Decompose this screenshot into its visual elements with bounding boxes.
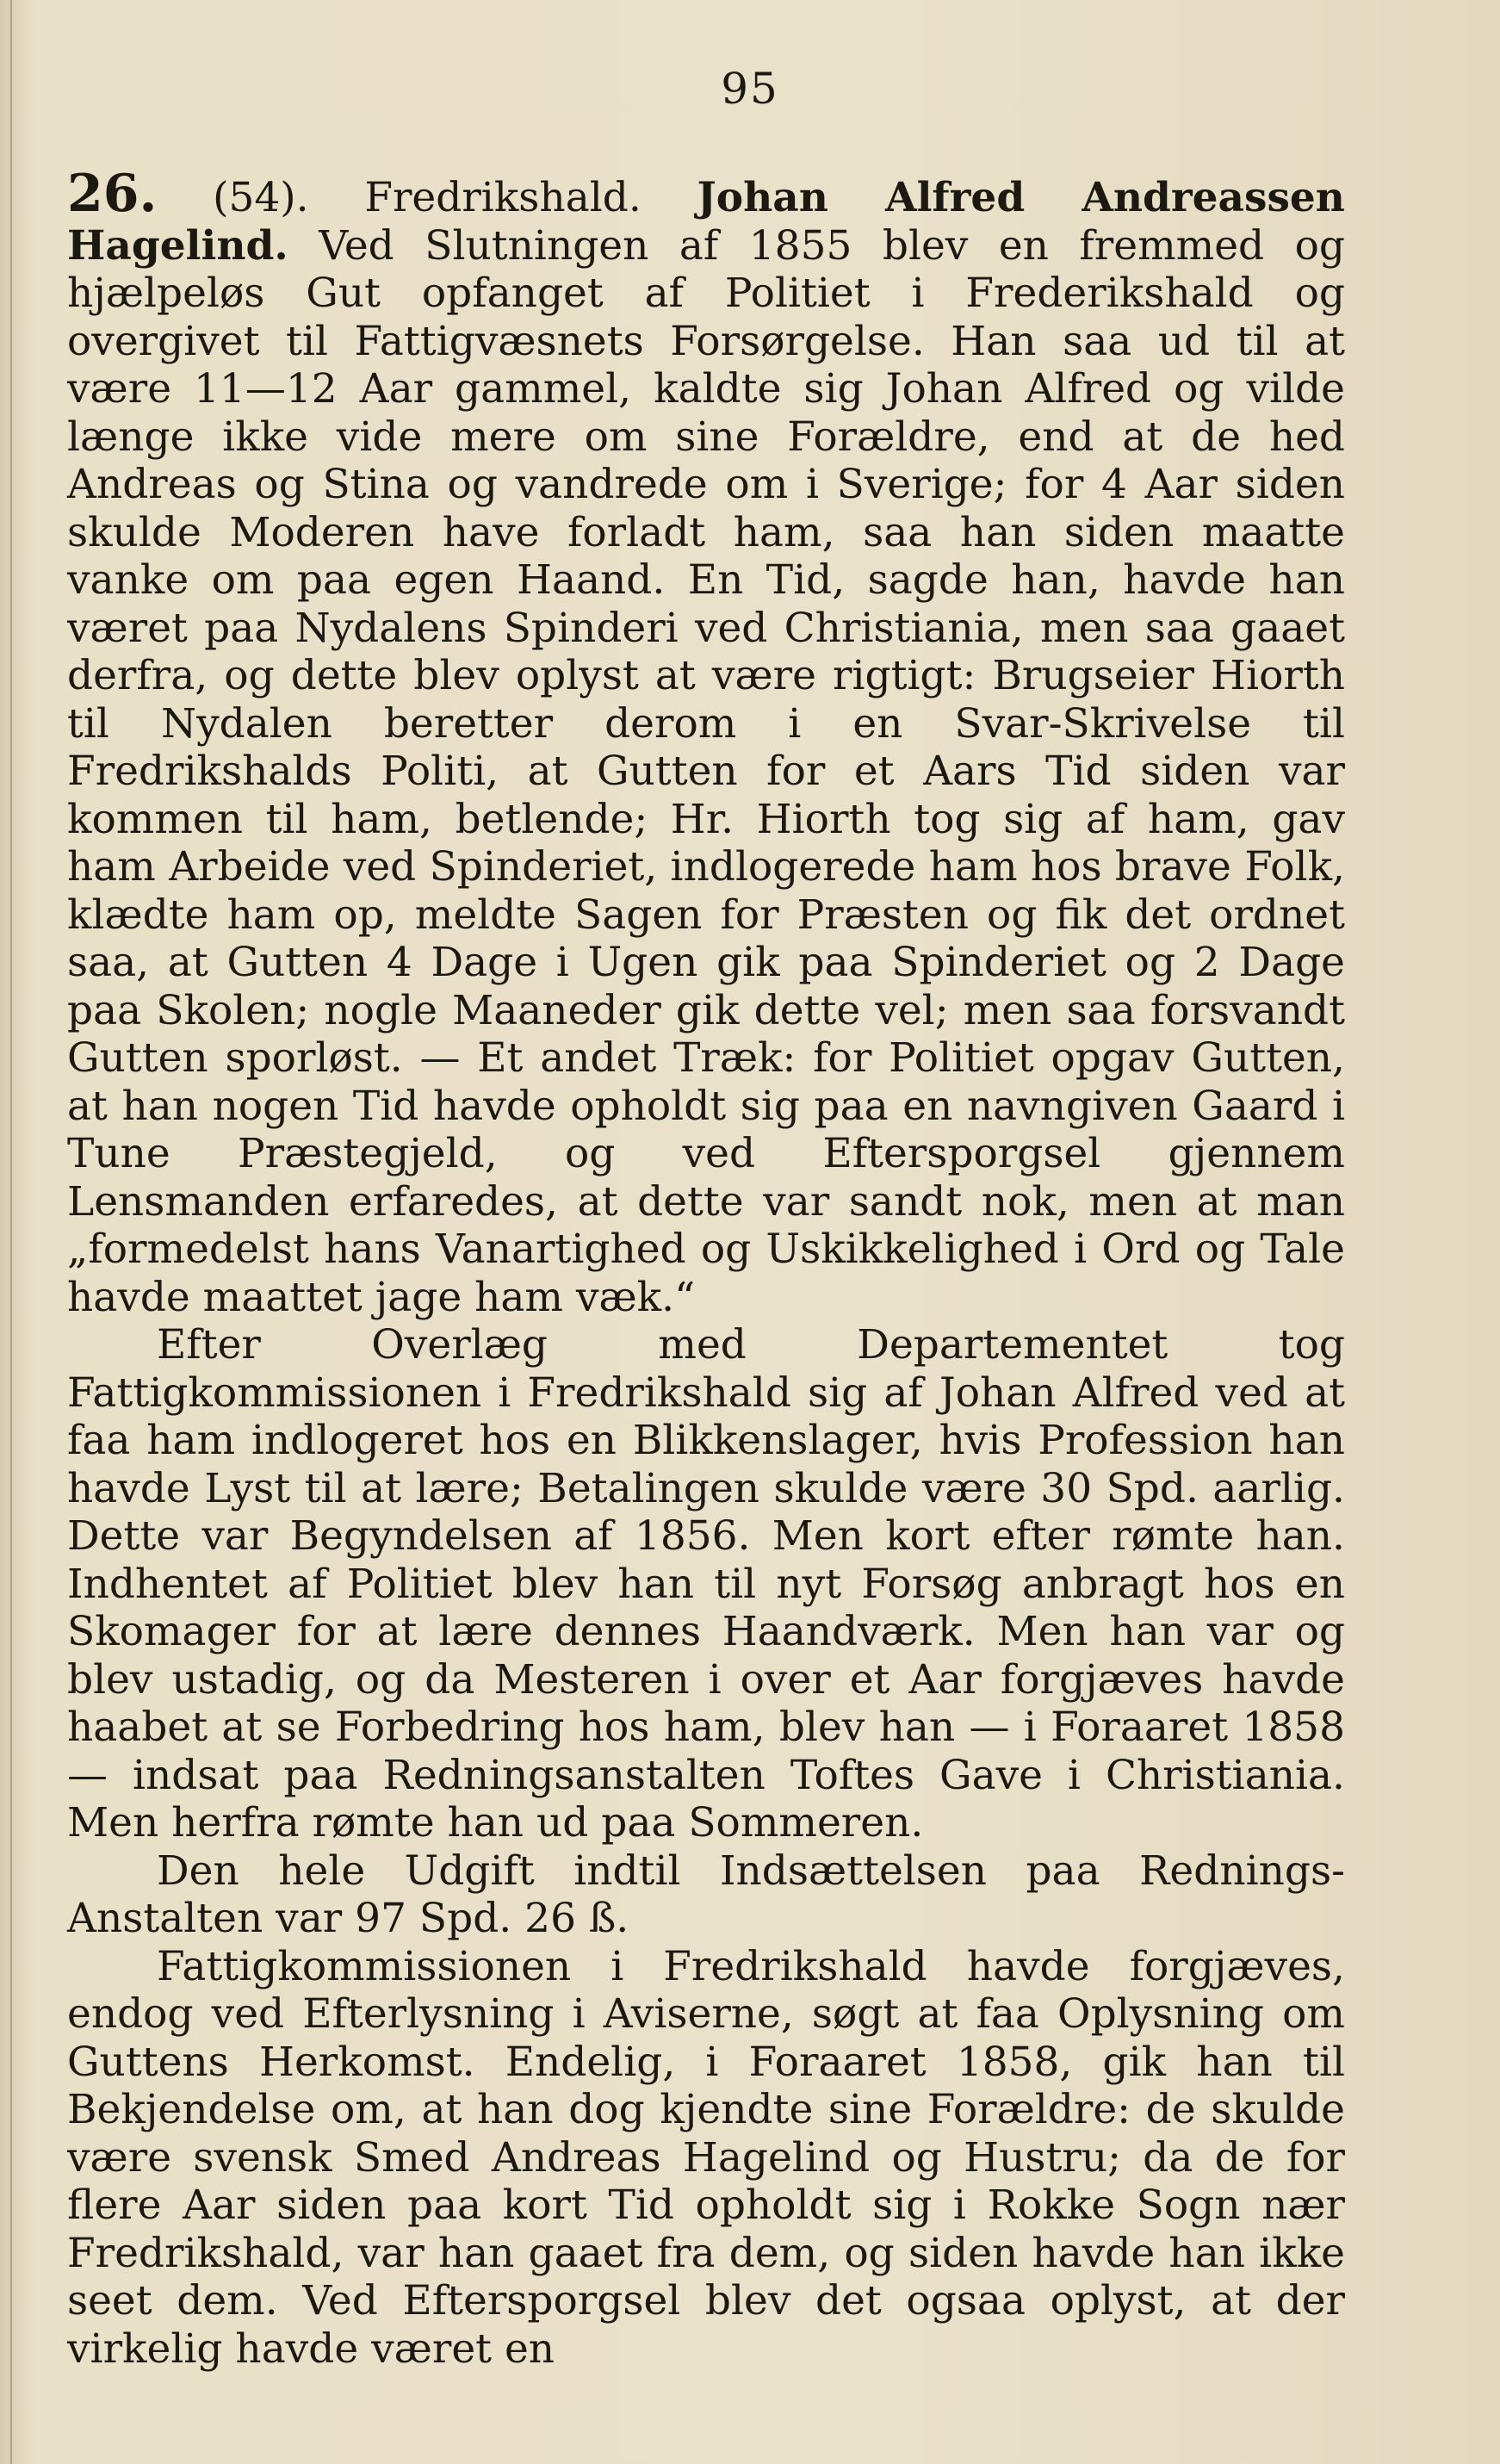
page-edge-line bbox=[10, 0, 12, 2464]
entry-ref: (54). bbox=[213, 174, 309, 221]
entry-number: 26. bbox=[67, 164, 158, 224]
paragraph: Efter Overlæg med Departementet tog Fattigkommissionen i Fredrikshald sig af Johan Alfred ved at faa ham indlogeret hos en Blikkenslager, hvis Profession han havde Lyst til at lære; Betalingen skulde være 30 Spd. aarlig. Dette var Begyndelsen af 1856. Men kort efter rømte han. Indhentet af Politiet blev han til nyt Forsøg anbragt hos en Skomager for at lære dennes Haandværk. Men han var og blev ustadig, og da Mesteren i over et Aar forgjæves havde haabet at se Forbedring hos ham, blev han — i Foraaret 1858 — indsat paa Redningsanstalten Toftes Gave i Christiania. Men herfra rømte han ud paa Sommeren. bbox=[67, 1321, 1345, 1846]
entry-name: Johan Alfred Andreassen Hagelind. bbox=[67, 174, 1345, 270]
paragraph: Fattigkommissionen i Fredrikshald havde forgjæves, endog ved Efterlysning i Aviserne, søgt at faa Oplysning om Guttens Herkomst. Endelig, i Foraaret 1858, gik han til Bekjendelse om, at han dog kjendte sine Forældre: de skulde være svensk Smed Andreas Hagelind og Hustru; da de for flere Aar siden paa kort Tid opholdt sig i Rokke Sogn nær Fredrikshald, var han gaaet fra dem, og siden havde han ikke seet dem. Ved Eftersporgsel blev det ogsaa oplyst, at der virkelig havde været en bbox=[67, 1942, 1345, 2373]
entry-place: Fredrikshald. bbox=[364, 174, 642, 221]
entry-heading-paragraph bbox=[67, 164, 1345, 1321]
paragraph: Den hele Udgift indtil Indsættelsen paa Rednings-Anstalten var 97 Spd. 26 ß. bbox=[67, 1846, 1345, 1942]
paragraph-text: Ved Slutningen af 1855 blev en fremmed og hjælpeløs Gut opfanget af Politiet i Frederikshald og overgivet til Fattigvæsnets Forsørgelse. Han saa ud til at være 11—12 Aar gammel, kaldte sig Johan Alfred og vilde længe ikke vide mere om sine Forældre, end at de hed Andreas og Stina og vandrede om i Sverige; for 4 Aar siden skulde Moderen have forladt ham, saa han siden maatte vanke om paa egen Haand. En Tid, sagde han, havde han været paa Nydalens Spinderi ved Christiania, men saa gaaet derfra, og dette blev oplyst at være rigtigt: Brugseier Hiorth til Nydalen beretter derom i en Svar-Skrivelse til Fredrikshalds Politi, at Gutten for et Aars Tid siden var kommen til ham, betlende; Hr. Hiorth tog sig af ham, gav ham Arbeide ved Spinderiet, indlogerede ham hos brave Folk, klædte ham op, meldte Sagen for Præsten og fik det ordnet saa, at Gutten 4 Dage i Ugen gik paa Spinderiet og 2 Dage paa Skolen; nogle Maaneder gik dette vel; men saa forsvandt Gutten sporløst. — Et andet Træk: for Politiet opgav Gutten, at han nogen Tid havde opholdt sig paa en navngiven Gaard i Tune Præstegjeld, og ved Eftersporgsel gjennem Lensmanden erfaredes, at dette var sandt nok, men at man „formedelst hans Vanartighed og Uskikkelighed i Ord og Tale havde maattet jage ham væk.“ bbox=[67, 221, 1345, 1321]
page-number: 95 bbox=[721, 64, 779, 114]
page-body bbox=[67, 164, 1345, 2373]
